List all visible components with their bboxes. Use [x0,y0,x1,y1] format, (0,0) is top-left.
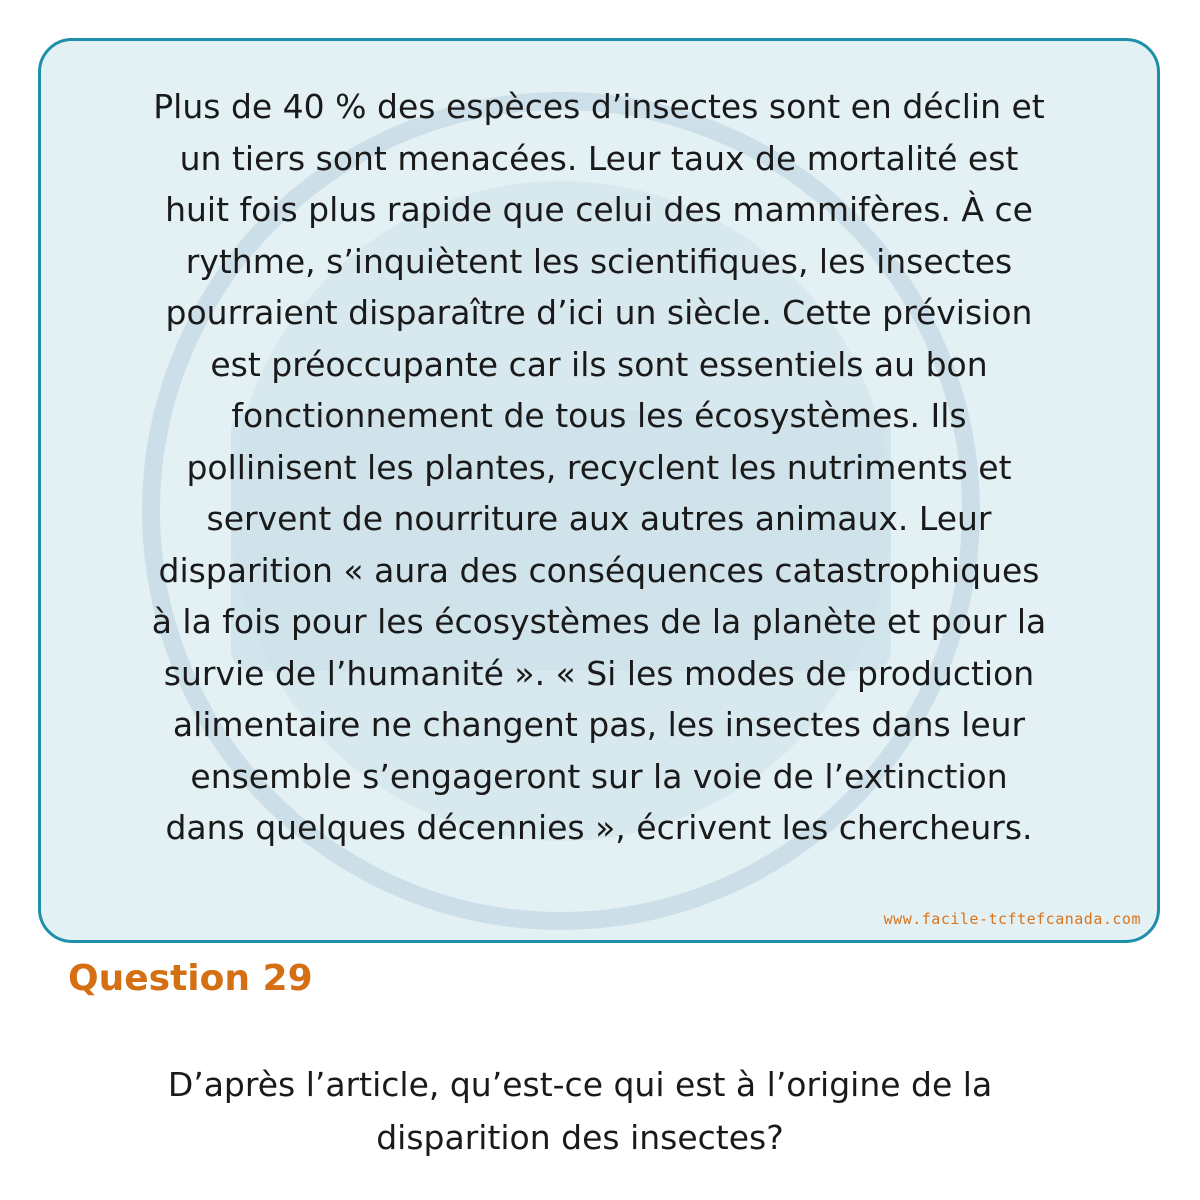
question-number: Question 29 [68,958,313,999]
passage-card [38,38,1160,943]
question-text: D’après l’article, qu’est-ce qui est à l’origine de la disparition des insectes? [167,1065,993,1157]
source-url: www.facile-tcftefcanada.com [883,910,1141,928]
reading-passage: Plus de 40 % des espèces d’insectes sont en déclin et un tiers sont menacées. Leur taux de mortalité est huit fois plus rapide que celui des mammifères. À ce rythme, s’inquiètent les scientifiques, les insectes pourraient disparaître d’ici un siècle. Cette prévision est préoccupante car ils sont essentiels au bon fonctionnement de tous les écosystèmes. Ils pollinisent les plantes, recyclent les nutriments et servent de nourriture aux autres animaux. Leur disparition « aura des conséquences catastrophiques à la fois pour les écosystèmes de la planète et pour la survie de l’humanité ». « Si les modes de production alimentaire ne changent pas, les insectes dans leur ensemble s’engageront sur la voie de l’extinction dans quelques décennies », écrivent les chercheurs. [151,87,1047,847]
